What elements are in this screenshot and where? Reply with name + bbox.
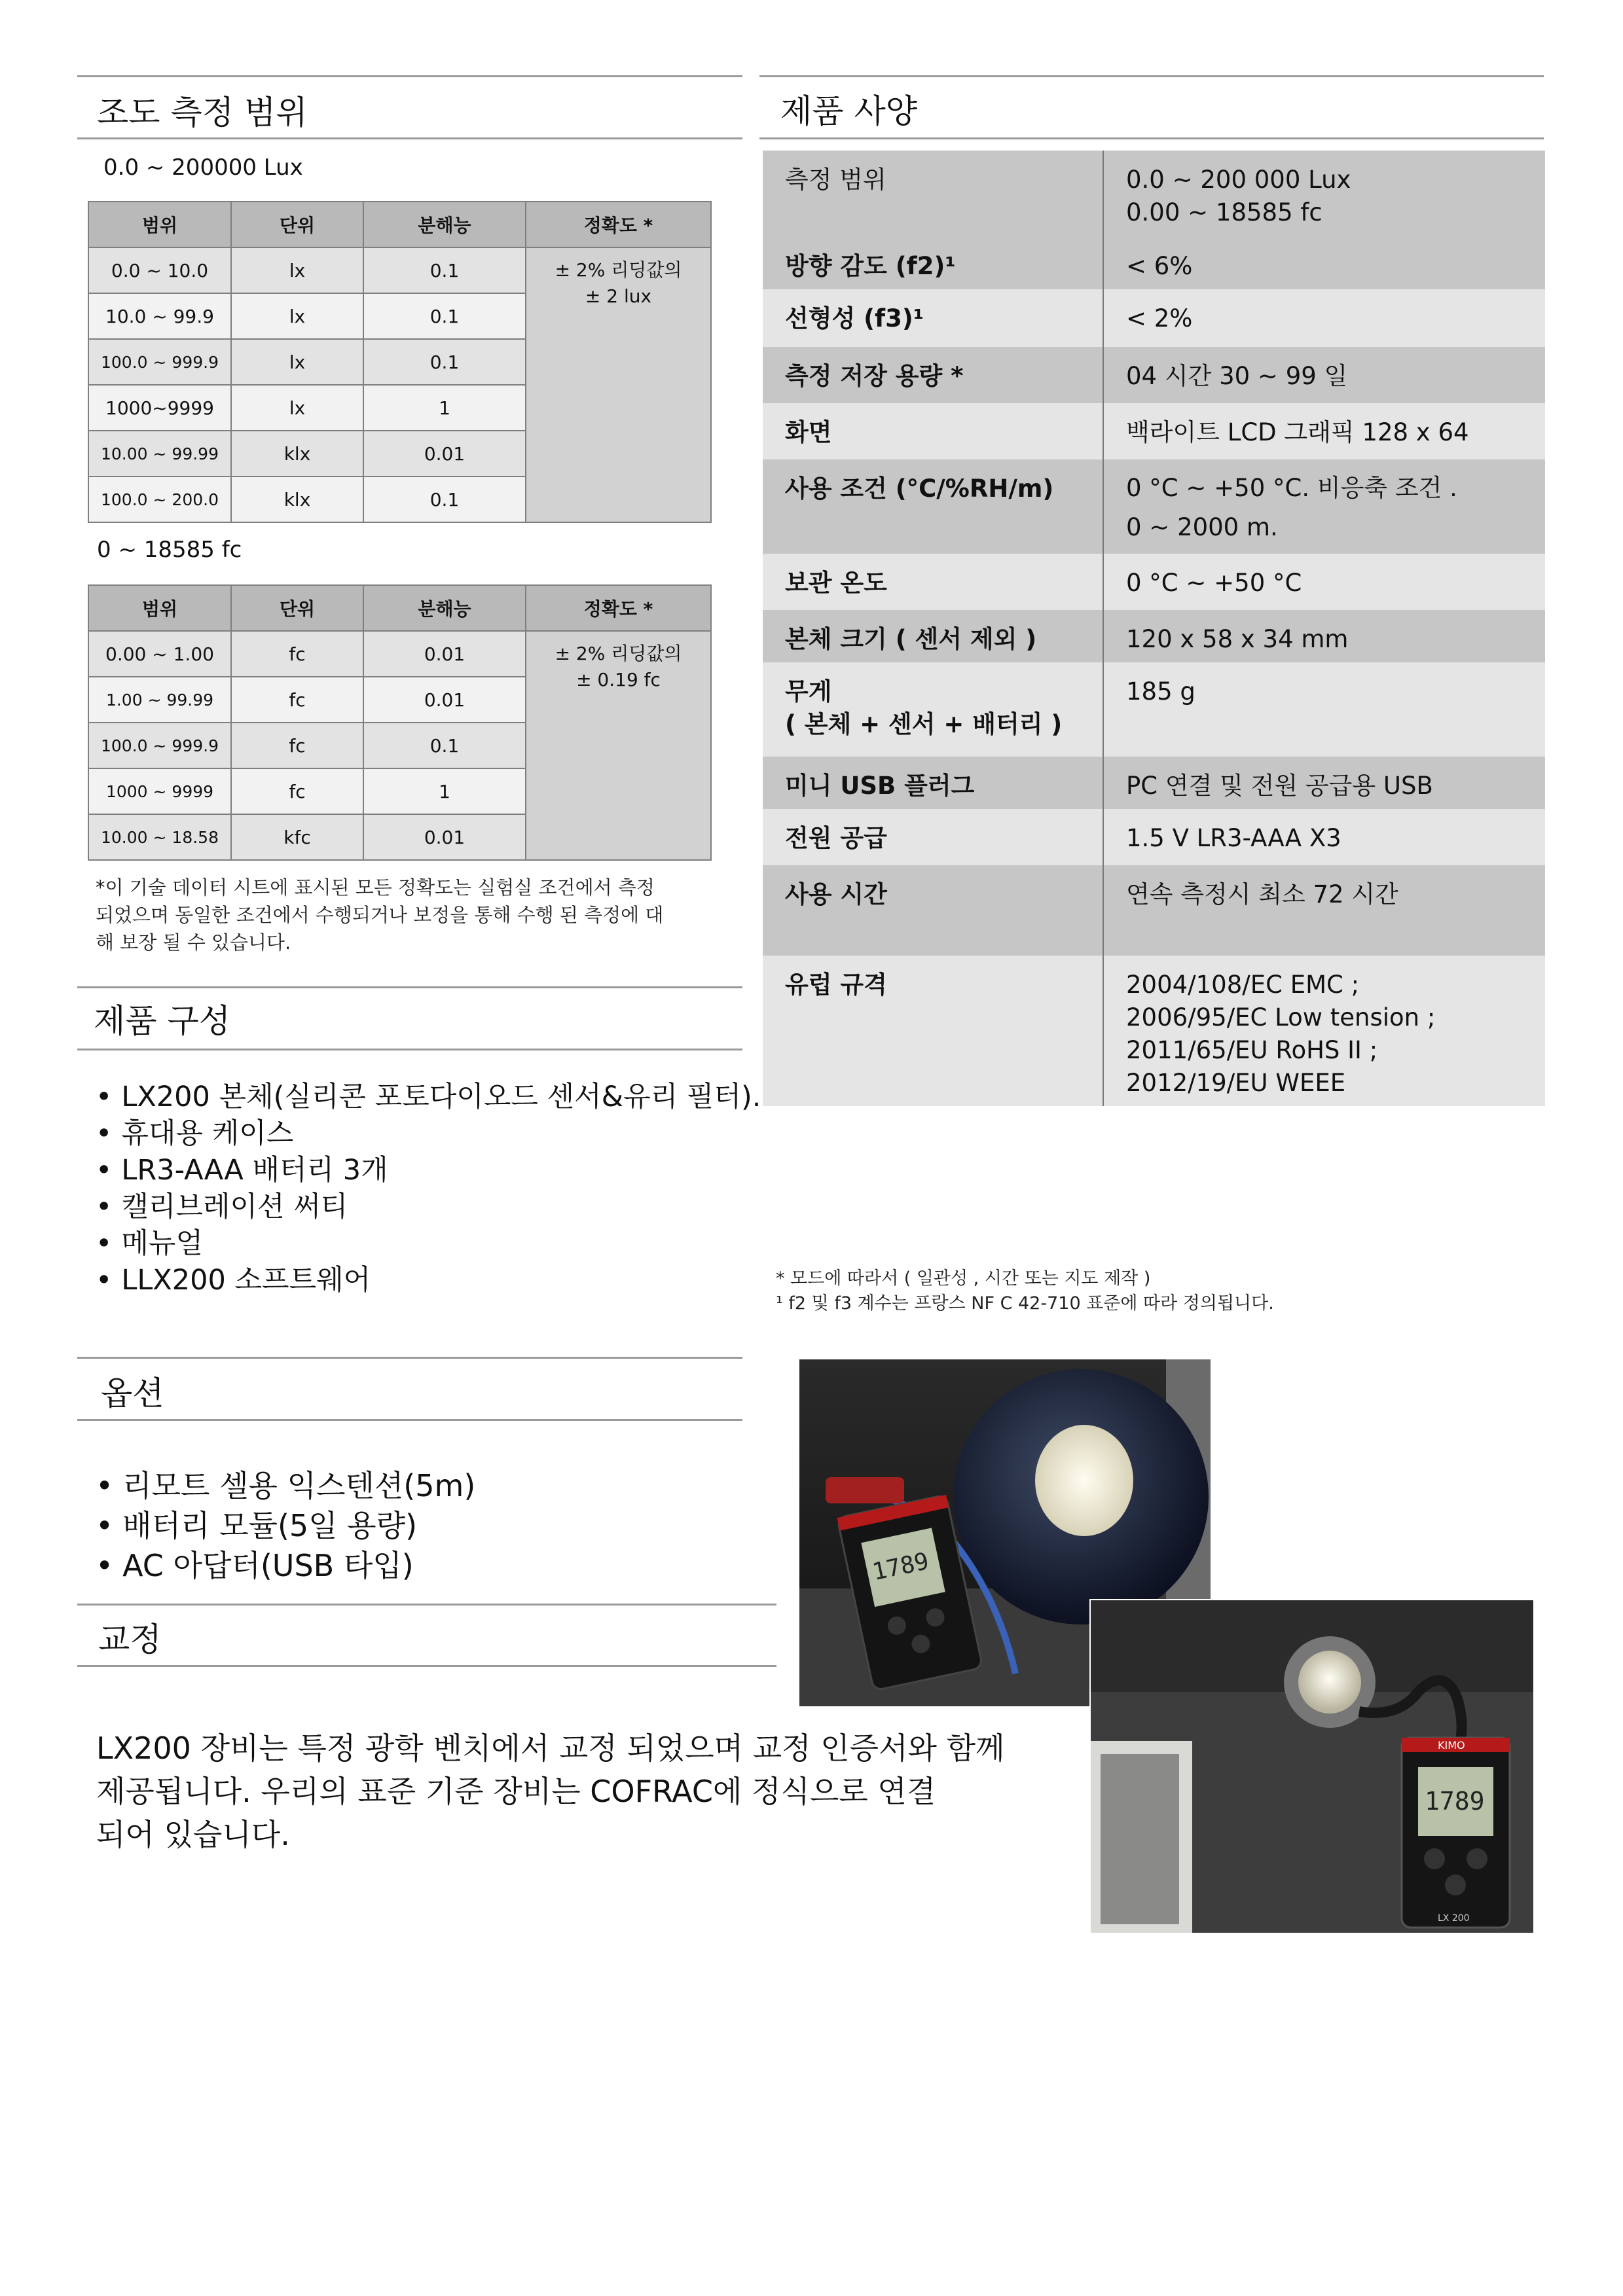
cell-unit: fc [231, 677, 363, 723]
table-row [763, 289, 1545, 347]
spec-value-line: 2004/108/EC EMC ; [1126, 971, 1360, 999]
cell-unit: lx [231, 339, 363, 385]
list-item: • 배터리 모듈(5일 용량) [96, 1506, 475, 1546]
cell-range: 1000~9999 [88, 385, 231, 431]
list-item: • 휴대용 케이스 [96, 1115, 761, 1152]
table-row [763, 809, 1545, 865]
cell-resolution: 0.1 [363, 476, 526, 522]
accuracy-note [96, 874, 663, 956]
spec-key: 선형성 (f3)¹ [763, 289, 1103, 347]
cell-resolution: 1 [363, 385, 526, 431]
list-item: • 리모트 셀용 익스텐션(5m) [96, 1466, 475, 1506]
divider [77, 137, 742, 139]
device-brand: KIMO [1438, 1739, 1465, 1751]
divider [759, 75, 1544, 77]
list-item: • LX200 본체(실리콘 포토다이오드 센서&유리 필터). [96, 1079, 761, 1115]
note-line: 되었으며 동일한 조건에서 수행되거나 보정을 통해 수행 된 측정에 대 [96, 904, 664, 926]
spec-table [763, 151, 1545, 1106]
lux-range-subtitle: 0.0 ~ 200000 Lux [103, 154, 303, 181]
header-resolution: 분해능 [363, 585, 526, 631]
cell-resolution: 0.01 [363, 631, 526, 677]
divider [77, 1665, 776, 1667]
spec-value-line: 2006/95/EC Low tension ; [1126, 1003, 1436, 1031]
table-row [763, 662, 1545, 757]
cell-range: 10.0 ~ 99.9 [88, 293, 231, 339]
table-row [763, 610, 1545, 662]
list-item: • 캘리브레이션 써티 [96, 1189, 761, 1225]
header-range: 범위 [88, 585, 231, 631]
table-row [88, 247, 711, 293]
header-resolution: 분해능 [363, 202, 526, 247]
cell-unit: klx [231, 431, 363, 476]
spec-value: 04 시간 30 ~ 99 일 [1103, 347, 1545, 403]
list-item: • AC 아답터(USB 타입) [96, 1546, 475, 1586]
table-row [763, 459, 1545, 554]
spec-key [763, 662, 1103, 757]
spec-value-line: 0 ~ 2000 m. [1126, 513, 1278, 541]
cell-unit: fc [231, 768, 363, 814]
note-line: *이 기술 데이터 시트에 표시된 모든 정확도는 실험실 조건에서 측정 [96, 876, 655, 899]
calibration-title: 교정 [98, 1621, 162, 1659]
spec-key: 사용 시간 [763, 865, 1103, 956]
spec-value: 연속 측정시 최소 72 시간 [1103, 865, 1545, 956]
spec-footnote-coefficients: ¹ f2 및 f3 계수는 프랑스 NF C 42-710 표준에 따라 정의됩니다. [776, 1293, 1274, 1314]
cell-range: 0.00 ~ 1.00 [88, 631, 231, 677]
table-row [763, 237, 1545, 289]
cell-accuracy [526, 247, 711, 522]
accuracy-line: ± 2 lux [585, 285, 652, 307]
divider [77, 75, 742, 77]
cell-resolution: 0.01 [363, 431, 526, 476]
fc-range-subtitle: 0 ~ 18585 fc [97, 537, 242, 563]
spec-value: PC 연결 및 전원 공급용 USB [1103, 757, 1545, 809]
cell-resolution: 0.1 [363, 723, 526, 768]
spec-key: 유럽 규격 [763, 956, 1103, 1106]
specs-title: 제품 사양 [780, 92, 918, 130]
divider [77, 1357, 742, 1359]
spec-value [1103, 151, 1545, 237]
table-row [763, 865, 1545, 956]
display-reading: 1789 [870, 1547, 932, 1587]
divider [77, 1049, 742, 1050]
note-line: 해 보장 될 수 있습니다. [96, 931, 291, 954]
cell-unit: kfc [231, 814, 363, 860]
composition-title: 제품 구성 [94, 1002, 231, 1040]
table-row [763, 347, 1545, 403]
spec-value: < 2% [1103, 289, 1545, 347]
cell-resolution: 0.01 [363, 677, 526, 723]
spec-value-line: 0.0 ~ 200 000 Lux [1126, 166, 1351, 194]
fc-range-table [88, 584, 712, 861]
cell-unit: lx [231, 293, 363, 339]
spec-value: 185 g [1103, 662, 1545, 757]
cell-range: 100.0 ~ 999.9 [88, 723, 231, 768]
composition-list [96, 1079, 761, 1299]
accuracy-line: ± 2% 리딩값의 [555, 259, 682, 281]
cell-unit: lx [231, 247, 363, 293]
cell-range: 100.0 ~ 999.9 [88, 339, 231, 385]
header-range: 범위 [88, 202, 231, 247]
cell-range: 0.0 ~ 10.0 [88, 247, 231, 293]
table-row [763, 956, 1545, 1106]
header-unit: 단위 [231, 202, 363, 247]
divider [77, 1604, 776, 1605]
display-reading: 1789 [1425, 1787, 1485, 1816]
spec-key: 보관 온도 [763, 554, 1103, 610]
spec-key: 측정 범위 [763, 151, 1103, 237]
spec-key: 사용 조건 (°C/%RH/m) [763, 459, 1103, 554]
accuracy-line: ± 0.19 fc [576, 669, 661, 691]
spec-value-line: 0.00 ~ 18585 fc [1126, 198, 1322, 226]
table-header-row [88, 585, 711, 631]
spec-value: 0 °C ~ +50 °C [1103, 554, 1545, 610]
list-item: • LLX200 소프트웨어 [96, 1262, 761, 1299]
calibration-line: LX200 장비는 특정 광학 벤치에서 교정 되었으며 교정 인증서와 함께 [96, 1731, 1005, 1766]
cell-unit: klx [231, 476, 363, 522]
spec-value: 백라이트 LCD 그래픽 128 x 64 [1103, 403, 1545, 459]
header-accuracy: 정확도 * [526, 202, 711, 247]
header-unit: 단위 [231, 585, 363, 631]
spec-key: 전원 공급 [763, 809, 1103, 865]
spec-key: 화면 [763, 403, 1103, 459]
header-accuracy: 정확도 * [526, 585, 711, 631]
table-header-row [88, 202, 711, 247]
divider [759, 137, 1544, 139]
table-row [763, 757, 1545, 809]
spec-key: 측정 저장 용량 * [763, 347, 1103, 403]
cell-range: 10.00 ~ 18.58 [88, 814, 231, 860]
cell-range: 100.0 ~ 200.0 [88, 476, 231, 522]
table-row [763, 403, 1545, 459]
cell-resolution: 0.1 [363, 293, 526, 339]
lab-photo-device [1089, 1599, 1535, 1934]
spec-value: 1.5 V LR3-AAA X3 [1103, 809, 1545, 865]
accuracy-line: ± 2% 리딩값의 [555, 643, 682, 664]
table-row [88, 631, 711, 677]
calibration-text [96, 1727, 1004, 1856]
cell-unit: fc [231, 723, 363, 768]
calibration-line: 제공됩니다. 우리의 표준 기준 장비는 COFRAC에 정식으로 연결 [96, 1774, 936, 1809]
options-list [96, 1466, 475, 1586]
list-item: • 메뉴얼 [96, 1225, 761, 1262]
divider [77, 1419, 742, 1421]
spec-value: < 6% [1103, 237, 1545, 289]
table-row [763, 554, 1545, 610]
cell-range: 1000 ~ 9999 [88, 768, 231, 814]
device-photo-illustration [1091, 1600, 1533, 1933]
cell-unit: fc [231, 631, 363, 677]
spec-value [1103, 459, 1545, 554]
cell-resolution: 1 [363, 768, 526, 814]
table-row [763, 151, 1545, 237]
cell-resolution: 0.1 [363, 339, 526, 385]
spec-value [1103, 956, 1545, 1106]
cell-unit: lx [231, 385, 363, 431]
spec-value: 120 x 58 x 34 mm [1103, 610, 1545, 662]
spec-value-line: 2011/65/EU RoHS II ; [1126, 1036, 1378, 1064]
divider [77, 986, 742, 988]
spec-key-line: ( 본체 + 센서 + 배터리 ) [785, 710, 1063, 738]
cell-range: 10.00 ~ 99.99 [88, 431, 231, 476]
options-title: 옵션 [101, 1374, 164, 1412]
spec-key: 본체 크기 ( 센서 제외 ) [763, 610, 1103, 662]
cell-resolution: 0.01 [363, 814, 526, 860]
spec-value-line: 0 °C ~ +50 °C. 비응축 조건 . [1126, 474, 1457, 502]
cell-resolution: 0.1 [363, 247, 526, 293]
spec-key: 방향 감도 (f2)¹ [763, 237, 1103, 289]
cell-range: 1.00 ~ 99.99 [88, 677, 231, 723]
spec-key-line: 무게 [785, 677, 832, 706]
spec-footnote-mode: * 모드에 따라서 ( 일관성 , 시간 또는 지도 제작 ) [776, 1268, 1151, 1289]
list-item: • LR3-AAA 배터리 3개 [96, 1152, 761, 1189]
spec-value-line: 2012/19/EU WEEE [1126, 1069, 1346, 1097]
cell-accuracy [526, 631, 711, 860]
calibration-line: 되어 있습니다. [96, 1817, 290, 1852]
lux-range-table [88, 201, 712, 523]
device-model: LX 200 [1438, 1913, 1470, 1924]
spec-key: 미니 USB 플러그 [763, 757, 1103, 809]
lux-range-title: 조도 측정 범위 [97, 94, 308, 132]
